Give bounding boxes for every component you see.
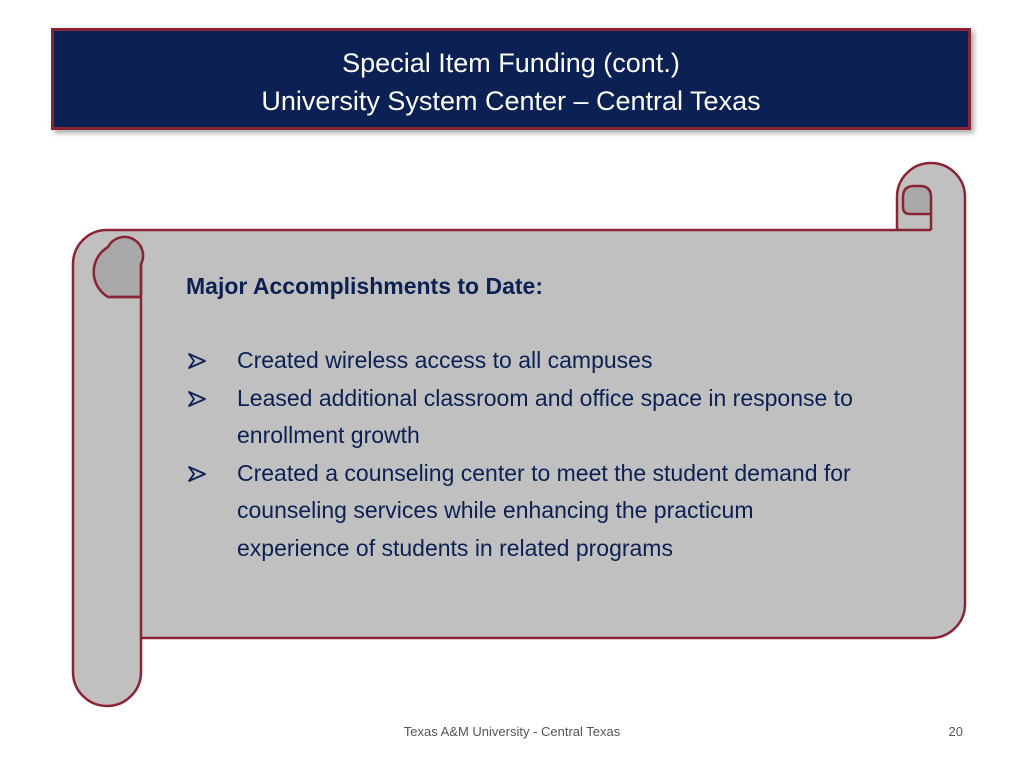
list-item-text: Leased additional classroom and office space in response to enrollment growth xyxy=(237,384,853,448)
arrow-bullet-icon xyxy=(188,391,206,407)
arrow-bullet-icon xyxy=(188,353,206,369)
list-item-text: Created a counseling center to meet the student demand for counseling services while enhancing the practicum experience of students in related programs xyxy=(237,459,851,561)
scroll-content xyxy=(186,268,886,567)
slide-title-line-2: University System Center – Central Texas xyxy=(261,86,761,116)
list-item xyxy=(186,342,862,380)
list-item-text: Created wireless access to all campuses xyxy=(237,347,653,373)
list-item xyxy=(186,455,862,568)
slide-footer: Texas A&M University - Central Texas xyxy=(403,724,621,739)
arrow-bullet-icon xyxy=(188,466,206,482)
slide-title-line-1: Special Item Funding (cont.) xyxy=(342,48,680,78)
list-item xyxy=(186,380,862,455)
accomplishments-heading: Major Accomplishments to Date: xyxy=(186,273,543,299)
accomplishments-list xyxy=(186,342,886,567)
page-number: 20 xyxy=(948,724,963,739)
